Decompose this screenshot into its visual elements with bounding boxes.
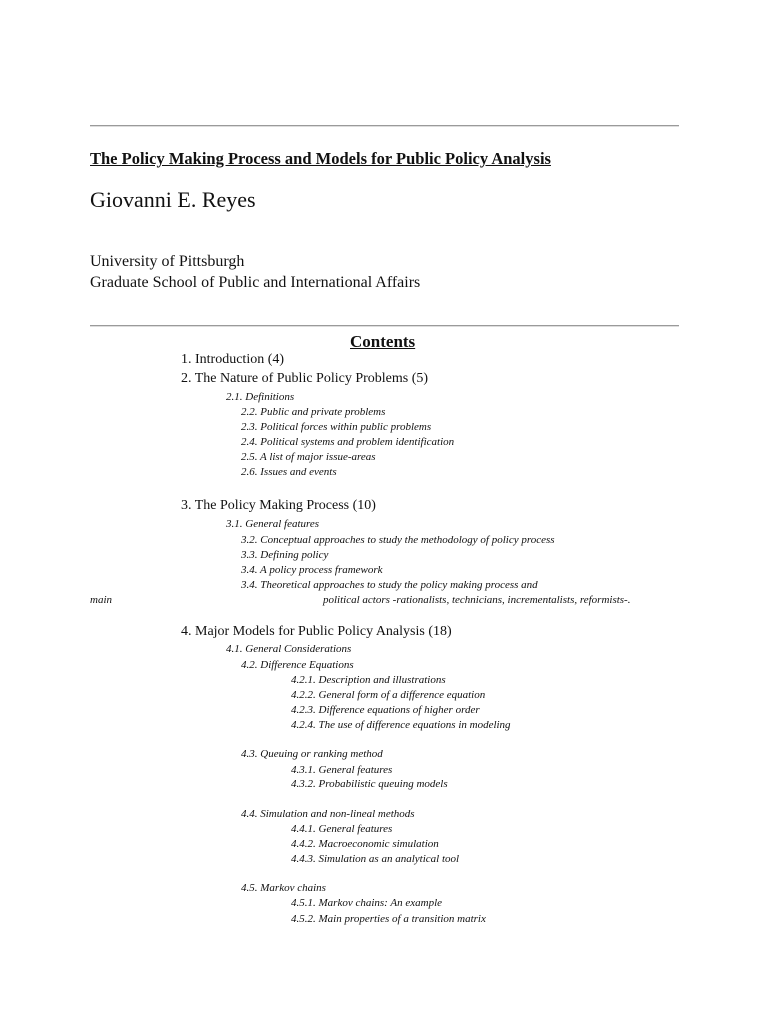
toc-item-3-2: 3.2. Conceptual approaches to study the methodology of policy process [241,534,555,546]
toc-item-4-2: 4.2. Difference Equations [241,659,354,671]
toc-item-2-5: 2.5. A list of major issue-areas [241,451,376,463]
contents-heading: Contents [350,332,416,351]
toc-item-3-4b-continued: political actors -rationalists, technicians, incrementalists, reformists-. [323,594,631,606]
toc-item-4-5-1: 4.5.1. Markov chains: An example [291,897,443,909]
toc-item-4-5-2: 4.5.2. Main properties of a transition matrix [291,913,486,925]
affiliation-school: Graduate School of Public and International Affairs [90,274,421,291]
toc-item-4-3: 4.3. Queuing or ranking method [241,748,383,760]
toc-item-4-4-1: 4.4.1. General features [291,823,393,835]
contents-rule [90,325,679,327]
toc-item-4-4: 4.4. Simulation and non-lineal methods [241,808,415,820]
toc-item-4-2-3: 4.2.3. Difference equations of higher order [291,704,480,716]
toc-item-2-1: 2.1. Definitions [226,391,295,403]
toc-item-2-2: 2.2. Public and private problems [241,406,386,418]
top-rule [90,125,679,127]
author-name: Giovanni E. Reyes [90,187,256,212]
margin-note: main [90,594,112,606]
toc-item-4-3-2: 4.3.2. Probabilistic queuing models [291,778,448,790]
toc-item-4-4-3: 4.4.3. Simulation as an analytical tool [291,853,460,865]
toc-item-3-4a: 3.4. A policy process framework [241,564,383,576]
toc-section-1: 1. Introduction (4) [181,352,285,367]
toc-item-4-4-2: 4.4.2. Macroeconomic simulation [291,838,439,850]
toc-section-2: 2. The Nature of Public Policy Problems (5) [181,371,429,386]
toc-item-2-3: 2.3. Political forces within public problems [241,421,432,433]
toc-item-4-1: 4.1. General Considerations [226,643,352,655]
toc-section-3: 3. The Policy Making Process (10) [181,498,376,513]
toc-item-2-4: 2.4. Political systems and problem identification [241,436,455,448]
toc-item-4-5: 4.5. Markov chains [241,882,326,894]
toc-item-3-4b: 3.4. Theoretical approaches to study the policy making process and [241,579,538,591]
toc-item-2-6: 2.6. Issues and events [241,466,337,478]
affiliation-university: University of Pittsburgh [90,253,245,270]
toc-item-3-3: 3.3. Defining policy [241,549,329,561]
toc-item-4-2-1: 4.2.1. Description and illustrations [291,674,446,686]
toc-item-4-2-4: 4.2.4. The use of difference equations in modeling [291,719,511,731]
toc-item-4-3-1: 4.3.1. General features [291,764,393,776]
document-title: The Policy Making Process and Models for Public Policy Analysis [90,149,551,168]
toc-section-4: 4. Major Models for Public Policy Analysis (18) [181,624,452,639]
toc-item-3-1: 3.1. General features [226,518,320,530]
toc-item-4-2-2: 4.2.2. General form of a difference equation [291,689,486,701]
